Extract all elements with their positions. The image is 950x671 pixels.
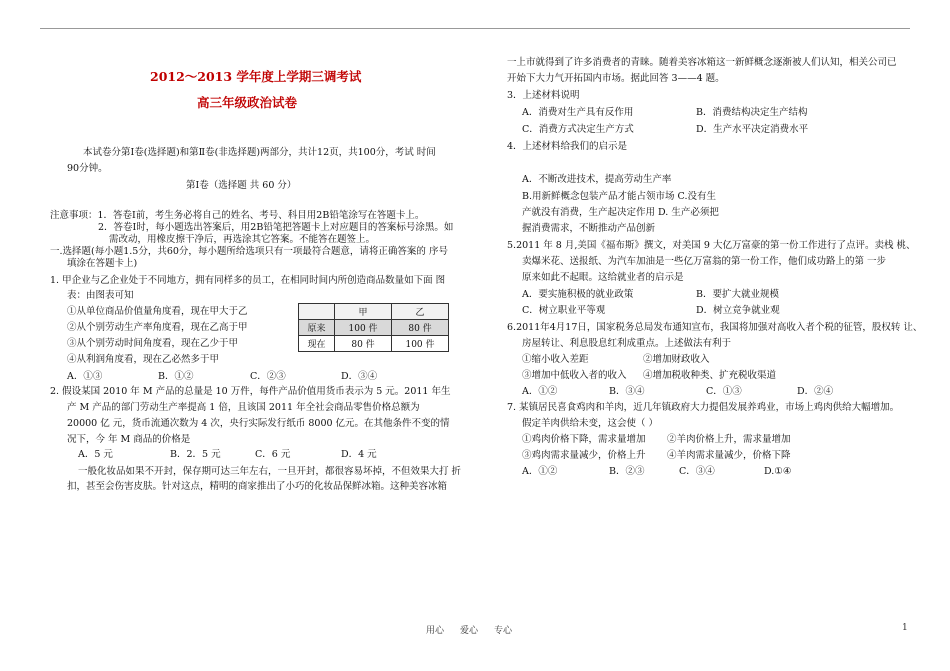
q6-option-4: ④增加税收种类、扩充税收渠道 bbox=[643, 370, 777, 381]
q7-option-4: ④羊肉需求量减少，价格下降 bbox=[667, 450, 791, 461]
intro-line-1: 本试卷分第Ⅰ卷(选择题)和第Ⅱ卷(非选择题)两部分，共计12页，共100分，考试 时间 bbox=[83, 147, 436, 158]
notes-line-4: 一.选择题(每小题1.5分，共60分，每小题所给选项只有一项最符合题意，请将正确答案的 序号 bbox=[50, 246, 448, 257]
q2-answer-b: B．2．5 元 bbox=[170, 449, 221, 460]
q2-line-2: 产 M 产品的部门劳动生产率提高 1 倍，且该国 2011 年全社会商品零售价格总额为 bbox=[67, 402, 420, 413]
q4-option-c: 产就没有消费，生产起决定作用 D. 生产必须把 bbox=[522, 207, 719, 218]
q7-option-2: ②羊肉价格上升，需求量增加 bbox=[667, 434, 791, 445]
q4-stem: 4．上述材料给我们的启示是 bbox=[507, 141, 628, 152]
q6-answer-a: A．①② bbox=[522, 386, 558, 397]
table-cell: 原来 bbox=[299, 320, 335, 336]
footer-motto-3: 专心 bbox=[494, 626, 513, 636]
table-row bbox=[299, 320, 449, 336]
q5-option-b: B．要扩大就业规模 bbox=[696, 289, 779, 300]
q7-line-1: 7. 某镇居民喜食鸡肉和羊肉，近几年镇政府大力提倡发展养鸡业，市场上鸡肉供给大幅增加。 bbox=[507, 402, 900, 413]
q1-answer-c: C．②③ bbox=[250, 371, 286, 382]
q5-option-c: C．树立职业平等观 bbox=[522, 305, 606, 316]
table-header-cell: 甲 bbox=[335, 304, 392, 320]
intro-line-2: 90分钟。 bbox=[67, 163, 108, 174]
q7-answer-b: B．②③ bbox=[609, 466, 645, 477]
q6-option-1: ①缩小收入差距 bbox=[522, 354, 589, 365]
table-header-row bbox=[299, 304, 449, 320]
passage-line-2: 扣，甚至会伤害皮肤。针对这点，精明的商家推出了小巧的化妆品保鲜冰箱。这种美容冰箱 bbox=[67, 481, 448, 492]
table-cell: 80 件 bbox=[335, 336, 392, 352]
q6-answer-d: D．②④ bbox=[797, 386, 834, 397]
q7-answer-a: A．①② bbox=[522, 466, 558, 477]
q2-answer-d: D．4 元 bbox=[341, 449, 377, 460]
q3-option-a: A．消费对生产具有反作用 bbox=[522, 107, 634, 118]
notes-line-3: 需改动，用橡皮擦干净后，再选涂其它答案。不能答在题签上。 bbox=[109, 234, 376, 245]
q6-option-2: ②增加财政收入 bbox=[643, 354, 710, 365]
q3-stem: 3．上述材料说明 bbox=[507, 90, 580, 101]
passage-line-1: 一般化妆品如果不开封，保存期可达三年左右，一旦开封，都很容易坏掉，不但效果大打 折 bbox=[78, 466, 462, 477]
q1-answer-b: B．①② bbox=[158, 371, 194, 382]
q3-option-c: C．消费方式决定生产方式 bbox=[522, 124, 634, 135]
q1-answer-d: D．③④ bbox=[341, 371, 378, 382]
table-row bbox=[299, 336, 449, 352]
table-cell: 100 件 bbox=[335, 320, 392, 336]
q6-line-2: 房屋转让、利息股息红利成重点。上述做法有利于 bbox=[522, 338, 732, 349]
q2-line-3: 20000 亿 元，货币流通次数为 4 次，央行实际发行纸币 8000 亿元。在其他条件不变的情 bbox=[67, 418, 450, 429]
q7-option-1: ①鸡肉价格下降，需求量增加 bbox=[522, 434, 646, 445]
table-header-cell bbox=[299, 304, 335, 320]
table-header-cell: 乙 bbox=[392, 304, 449, 320]
notes-line-2: 2．答卷Ⅰ时，每小题选出答案后，用2B铅笔把答题卡上对应题目的答案标号涂黑。如 bbox=[98, 222, 454, 233]
q4-option-a: A．不断改进技术，提高劳动生产率 bbox=[522, 174, 672, 185]
q1-answer-a: A．①③ bbox=[67, 371, 103, 382]
q3-option-b: B．消费结构决定生产结构 bbox=[696, 107, 808, 118]
exam-title: 2012～2013 学年度上学期三调考试 bbox=[150, 69, 362, 84]
q7-line-2: 假定羊肉供给未变，这会使（ ） bbox=[522, 418, 659, 429]
table-cell: 现在 bbox=[299, 336, 335, 352]
exam-subtitle: 高三年级政治试卷 bbox=[197, 95, 298, 110]
q5-line-1: 5.2011 年 8 月,美国《福布斯》撰文，对美国 9 大亿万富豪的第一份工作进行了点评。卖栈 桃、 bbox=[507, 240, 916, 251]
q7-answer-d: D.①④ bbox=[764, 466, 792, 477]
q2-answer-c: C．6 元 bbox=[255, 449, 291, 460]
notes-line-5: 填涂在答题卡上) bbox=[67, 258, 138, 269]
footer-motto-2: 爱心 bbox=[460, 626, 479, 636]
q5-option-a: A．要实施积极的就业政策 bbox=[522, 289, 634, 300]
q6-answer-c: C．①③ bbox=[706, 386, 742, 397]
q1-option-4: ④从利润角度看，现在乙必然多于甲 bbox=[67, 354, 220, 365]
q2-answer-a: A．5 元 bbox=[78, 449, 113, 460]
q7-option-3: ③鸡肉需求量减少，价格上升 bbox=[522, 450, 646, 461]
notes-line-1: 注意事项：1．答卷Ⅰ前，考生务必将自己的姓名、考号、科目用2B铅笔涂写在答题卡上。 bbox=[50, 210, 425, 221]
q6-option-3: ③增加中低收入者的收入 bbox=[522, 370, 627, 381]
q6-answer-b: B．③④ bbox=[609, 386, 645, 397]
q1-production-table bbox=[298, 303, 449, 352]
q2-line-4: 况下，今 年 M 商品的价格是 bbox=[67, 434, 191, 445]
table-cell: 100 件 bbox=[392, 336, 449, 352]
footer-motto-1: 用心 bbox=[426, 626, 445, 636]
page-number: 1 bbox=[902, 623, 908, 633]
q5-line-2: 卖爆米花、送报纸、为汽车加油是一些亿万富翁的第一份工作，他们成功路上的第 一步 bbox=[522, 256, 887, 267]
q3-option-d: D．生产水平决定消费水平 bbox=[696, 124, 809, 135]
q1-option-3: ③从个别劳动时间角度看，现在乙少于甲 bbox=[67, 338, 239, 349]
q5-option-d: D．树立竞争就业观 bbox=[696, 305, 780, 316]
q1-stem-2: 表：由图表可知 bbox=[67, 290, 134, 301]
q5-line-3: 原来如此不起眼。这给就业者的启示是 bbox=[522, 272, 684, 283]
passage-line-3: 一上市就得到了许多消费者的青睐。随着美容冰箱这一新鲜概念逐渐被人们认知，相关公司已 bbox=[507, 57, 897, 68]
q4-option-b: B.用新鲜概念包装产品才能占领市场 C.没有生 bbox=[522, 191, 716, 202]
header-rule bbox=[40, 28, 910, 29]
passage-line-4: 开始下大力气开拓国内市场。据此回答 3——4 题。 bbox=[507, 73, 725, 84]
q1-option-1: ①从单位商品价值量角度看，现在甲大于乙 bbox=[67, 306, 248, 317]
q7-answer-c: C．③④ bbox=[679, 466, 715, 477]
q1-option-2: ②从个别劳动生产率角度看，现在乙高于甲 bbox=[67, 322, 248, 333]
q6-line-1: 6.2011年4月17日，国家税务总局发布通知宣布，我国将加强对高收入者个税的征管，股权转 让、 bbox=[507, 322, 923, 333]
table-cell: 80 件 bbox=[392, 320, 449, 336]
q4-option-d: 握消费需求，不断推动产品创新 bbox=[522, 223, 656, 234]
q1-stem-1: 1. 甲企业与乙企业处于不同地方，拥有同样多的员工，在相同时间内所创造商品数量如下面 图 bbox=[50, 275, 446, 286]
section-heading: 第Ⅰ卷（选择题 共 60 分） bbox=[186, 180, 297, 191]
q2-line-1: 2. 假设某国 2010 年 M 产品的总量是 10 万件，每件产品价值用货币表示为 5 元。2011 年生 bbox=[50, 386, 451, 397]
